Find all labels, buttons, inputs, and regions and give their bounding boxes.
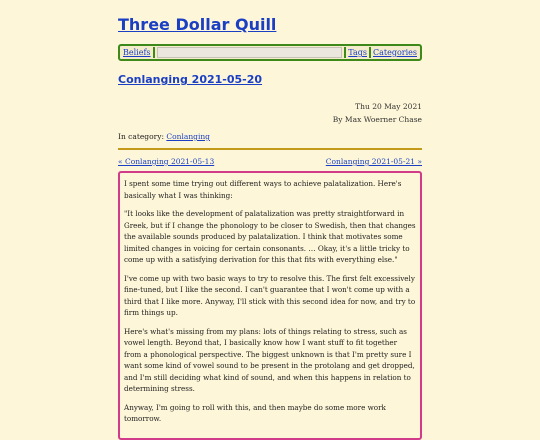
nav-bar — [118, 44, 422, 61]
post-author: By Max Woerner Chase — [332, 115, 422, 124]
post-title-link[interactable]: Conlanging 2021-05-20 — [118, 73, 263, 86]
article-paragraph: "It looks like the development of palatalization was pretty straightforward in Greek, but if I change the phonology to be closer to Swedish, then that changes the available sounds produced by palatalization. I think that motivates some limited changes in voicing for certain consonants. … Okay, it's a little tricky to come up with a satisfying derivation for this that fits with everything else." — [124, 209, 416, 264]
nav-categories-link[interactable]: Categories — [373, 48, 417, 57]
post-category — [118, 132, 422, 142]
nav-divider — [344, 47, 346, 58]
post-pager — [118, 157, 422, 167]
site-title-link[interactable]: Three Dollar Quill — [118, 15, 277, 34]
post-date: Thu 20 May 2021 — [355, 102, 422, 111]
article-paragraph: I've come up with two basic ways to try to resolve this. The first felt excessively fine-tuned, but I like the second. I can't guarantee that I won't come up with a third that I like more. Anyway, I'll stick with this second idea for now, and try to firm things up. — [124, 273, 416, 317]
article-paragraph: I spent some time trying out different ways to achieve palatalization. Here's basically what I was thinking: — [124, 179, 402, 200]
article-paragraph: Here's what's missing from my plans: lots of things relating to stress, such as vowel length. Beyond that, I basically know how I want stuff to fit together from a phonological perspective. The biggest unknown is that I'm pretty sure I want some kind of vowel sound to be present in the protolang and get dropped, and I'm still deciding what kind of sound, and when this happens in relation to determining stress. — [124, 326, 415, 393]
article-body — [118, 171, 422, 440]
post-meta — [118, 100, 422, 126]
article-paragraph: Anyway, I'm going to roll with this, and then maybe do some more work tomorrow. — [124, 402, 386, 423]
category-link[interactable]: Conlanging — [166, 132, 210, 141]
nav-tags-link[interactable]: Tags — [348, 48, 367, 57]
category-label: In category: — [118, 132, 167, 141]
divider — [118, 148, 422, 150]
nav-divider — [153, 47, 155, 58]
page — [118, 0, 422, 440]
prev-post-link[interactable]: « Conlanging 2021-05-13 — [118, 157, 215, 166]
search-input[interactable] — [157, 47, 343, 58]
next-post-link[interactable]: Conlanging 2021-05-21 » — [325, 157, 422, 166]
nav-beliefs-link[interactable]: Beliefs — [123, 48, 151, 57]
nav-divider — [369, 47, 371, 58]
